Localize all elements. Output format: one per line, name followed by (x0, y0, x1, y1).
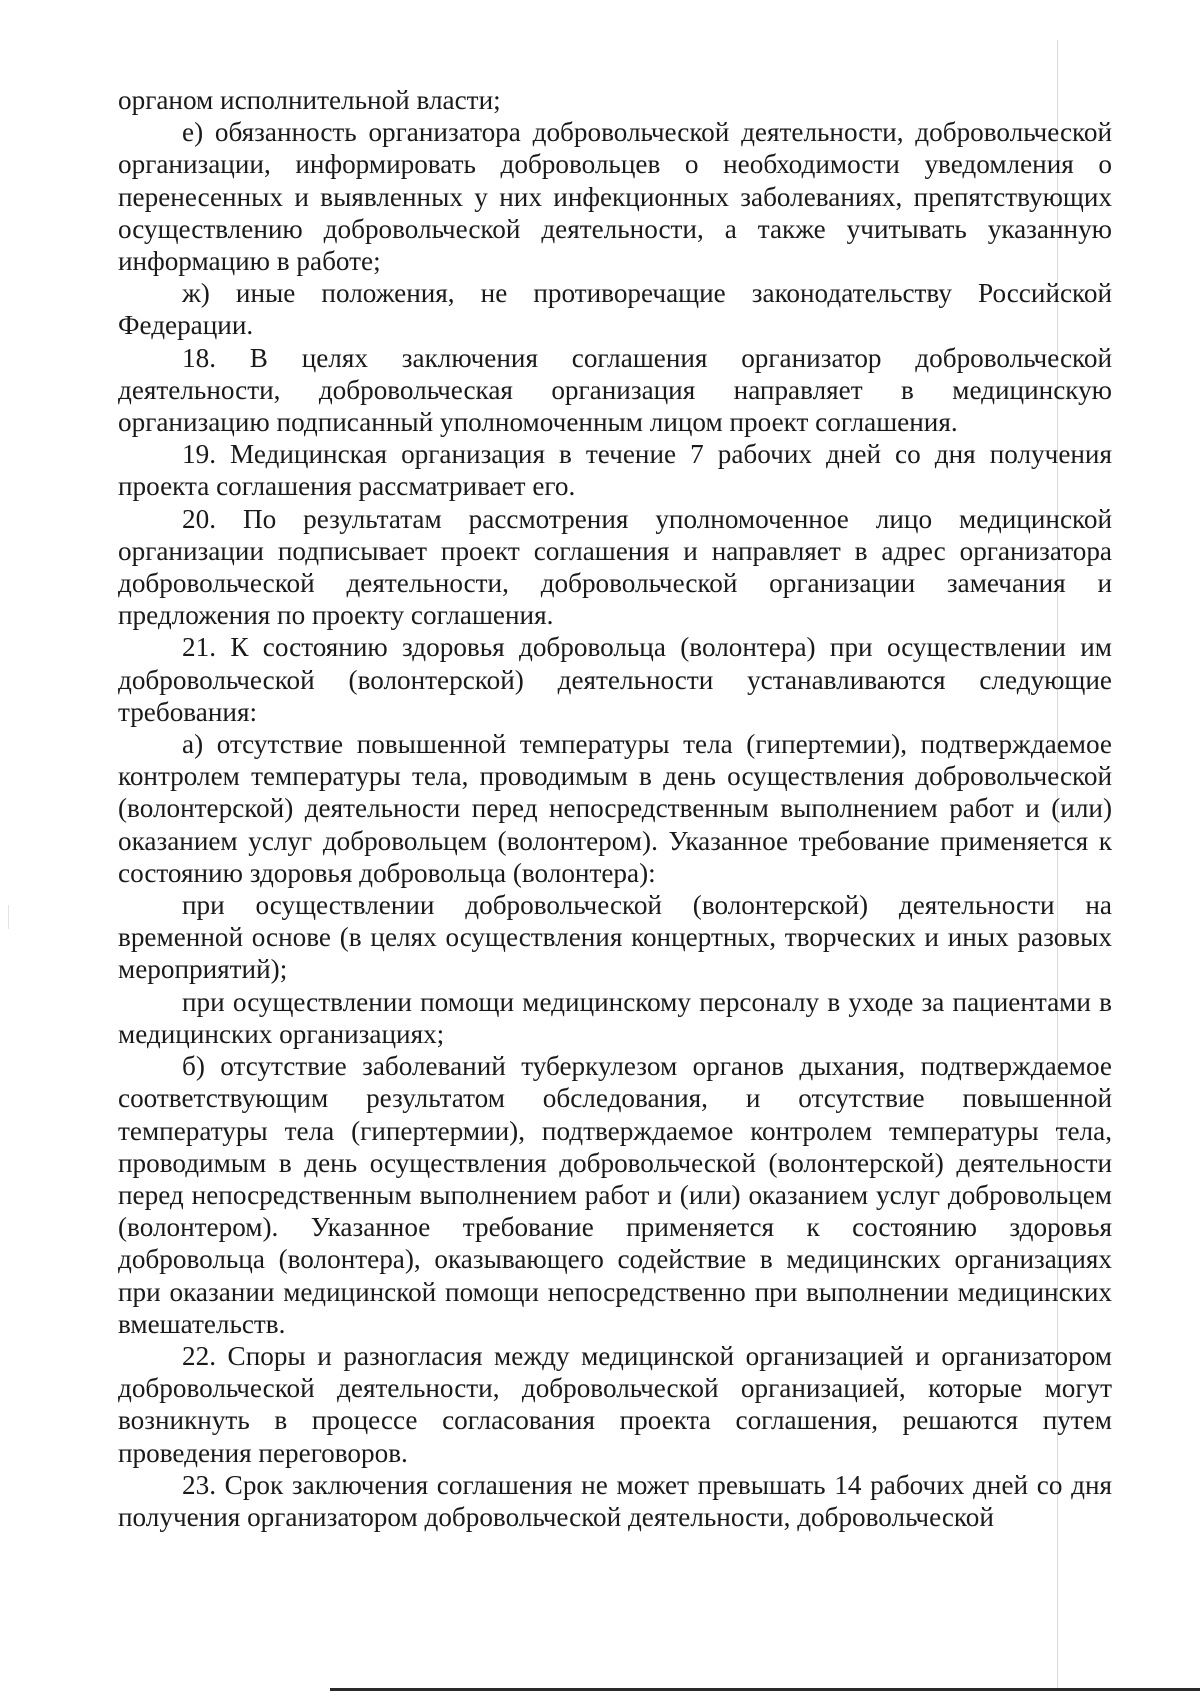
paragraph: 23. Срок заключения соглашения не может превышать 14 рабочих дней со дня получения организатором добровольческой деятельности, добровольческой (118, 1469, 1112, 1532)
paragraph: органом исполнительной власти; (118, 85, 501, 115)
paragraph: при осуществлении помощи медицинскому персоналу в уходе за пациентами в медицинских организациях; (118, 986, 1112, 1049)
paragraph: 19. Медицинская организация в течение 7 рабочих дней со дня получения проекта соглашения рассматривает его. (118, 439, 1112, 502)
scan-edge-mark (8, 905, 9, 929)
paragraph: 20. По результатам рассмотрения уполномоченное лицо медицинской организации подписывает проект соглашения и направляет в адрес организатора добровольческой деятельности, добровольческой организации замечания и предложения по проекту соглашения. (118, 503, 1112, 631)
paragraph: 22. Споры и разногласия между медицинской организацией и организатором добровольческой деятельности, добровольческой организацией, которые могут возникнуть в процессе согласования проекта соглашения, решаются путем проведения переговоров. (118, 1340, 1112, 1468)
paragraph: б) отсутствие заболеваний туберкулезом органов дыхания, подтверждаемое соответствующим результатом обследования, и отсутствие повышенной температуры тела (гипертермии), подтверждаемое контролем температуры тела, проводимым в день осуществления добровольческой (волонтерской) деятельности перед непосредственным выполнением работ и (или) оказанием услуг добровольцем (волонтером). Указанное требование применяется к состоянию здоровья добровольца (волонтера), оказывающего содействие в медицинских организациях при оказании медицинской помощи непосредственно при выполнении медицинских вмешательств. (118, 1051, 1112, 1339)
paragraph: 21. К состоянию здоровья добровольца (волонтера) при осуществлении им добровольческой (волонтерской) деятельности устанавливаются следующие требования: (118, 632, 1112, 727)
paragraph: при осуществлении добровольческой (волонтерской) деятельности на временной основе (в целях осуществления концертных, творческих и иных разовых мероприятий); (118, 890, 1112, 985)
paragraph: а) отсутствие повышенной температуры тела (гипертемии), подтверждаемое контролем температуры тела, проводимым в день осуществления добровольческой (волонтерской) деятельности перед непосредственным выполнением работ и (или) оказанием услуг добровольцем (волонтером). Указанное требование применяется к состоянию здоровья добровольца (волонтера): (118, 729, 1112, 888)
paragraph: 18. В целях заключения соглашения организатор добровольческой деятельности, добровольческая организация направляет в медицинскую организацию подписанный уполномоченным лицом проект соглашения. (118, 342, 1112, 438)
document-body (118, 84, 1112, 1533)
scan-bottom-edge (330, 1688, 1200, 1691)
paragraph: ж) иные положения, не противоречащие законодательству Российской Федерации. (118, 278, 1112, 341)
paragraph: е) обязанность организатора добровольческой деятельности, добровольческой организации, информировать добровольцев о необходимости уведомления о перенесенных и выявленных у них инфекционных заболеваниях, препятствующих осуществлению добровольческой деятельности, а также учитывать указанную информацию в работе; (118, 117, 1112, 277)
